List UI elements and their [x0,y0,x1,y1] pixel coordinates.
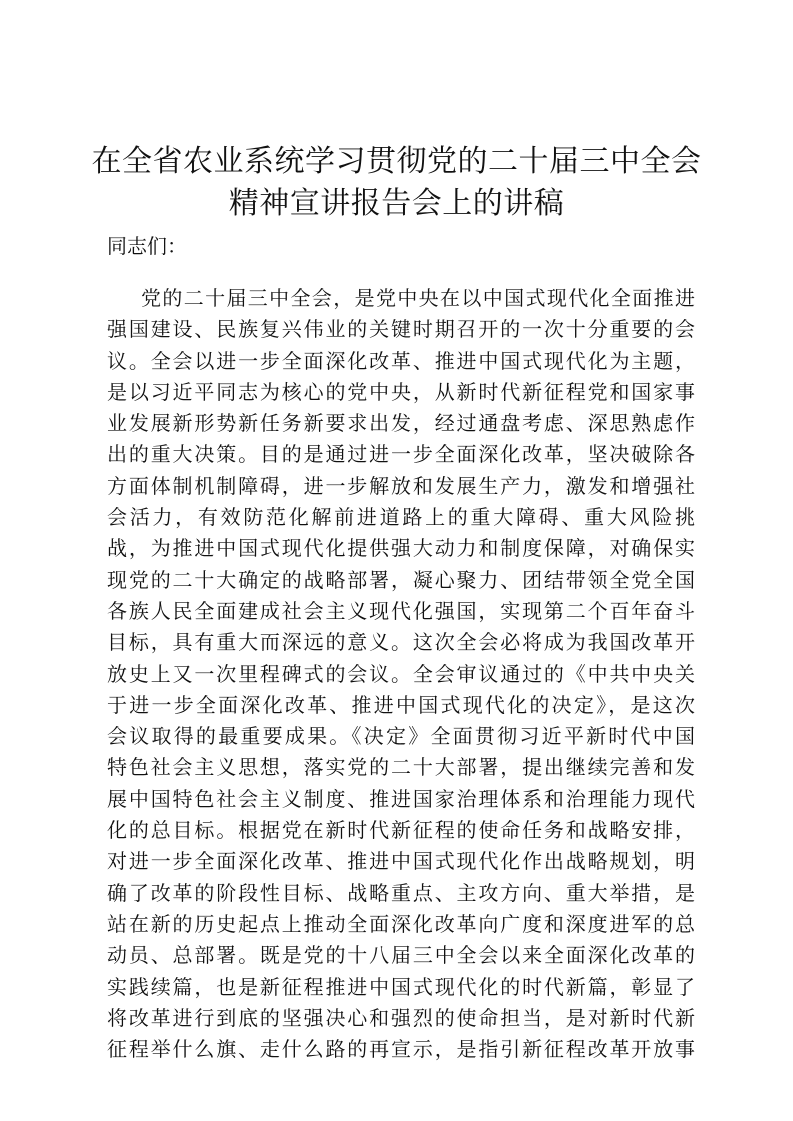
body-paragraph [107,283,695,1065]
paragraph-line: 业发展新形势新任务新要求出发，经过通盘考虑、深思熟虑作 [107,411,695,436]
paragraph-line: 会议取得的最重要成果。《决定》全面贯彻习近平新时代中国 [107,724,695,749]
paragraph-line: 实践续篇，也是新征程推进中国式现代化的时代新篇，彰显了 [107,974,695,999]
paragraph-line: 议。全会以进一步全面深化改革、推进中国式现代化为主题， [107,348,695,373]
paragraph-line: 放史上又一次里程碑式的会议。全会审议通过的《中共中央关 [107,661,695,686]
paragraph-line: 动员、总部署。既是党的十八届三中全会以来全面深化改革的 [107,943,695,968]
paragraph-line: 于进一步全面深化改革、推进中国式现代化的决定》，是这次 [107,692,695,717]
paragraph-line: 目标，具有重大而深远的意义。这次全会必将成为我国改革开 [107,630,695,655]
paragraph-line: 是以习近平同志为核心的党中央，从新时代新征程党和国家事 [107,379,695,404]
paragraph-line: 党的二十届三中全会，是党中央在以中国式现代化全面推进 [141,286,695,310]
paragraph-line: 征程举什么旗、走什么路的再宣示，是指引新征程改革开放事 [107,1037,695,1062]
paragraph-line: 方面体制机制障碍，进一步解放和发展生产力，激发和增强社 [107,473,695,498]
paragraph-line: 站在新的历史起点上推动全面深化改革向广度和深度进军的总 [107,911,695,936]
paragraph-line: 特色社会主义思想，落实党的二十大部署，提出继续完善和发 [107,755,695,780]
paragraph-line: 将改革进行到底的坚强决心和强烈的使命担当，是对新时代新 [107,1005,695,1030]
paragraph-line: 确了改革的阶段性目标、战略重点、主攻方向、重大举措，是 [107,880,695,905]
document-title-line-2: 精神宣讲报告会上的讲稿 [228,186,565,221]
paragraph-line: 各族人民全面建成社会主义现代化强国，实现第二个百年奋斗 [107,598,695,623]
salutation: 同志们： [107,234,187,258]
paragraph-line: 会活力，有效防范化解前进道路上的重大障碍、重大风险挑 [107,505,695,530]
paragraph-line: 战，为推进中国式现代化提供强大动力和制度保障，对确保实 [107,536,695,561]
paragraph-line: 展中国特色社会主义制度、推进国家治理体系和治理能力现代 [107,786,695,811]
paragraph-line: 出的重大决策。目的是通过进一步全面深化改革，坚决破除各 [107,442,695,467]
paragraph-line: 化的总目标。根据党在新时代新征程的使命任务和战略安排， [107,818,695,843]
paragraph-line: 对进一步全面深化改革、推进中国式现代化作出战略规划，明 [107,849,695,874]
paragraph-line: 现党的二十大确定的战略部署，凝心聚力、团结带领全党全国 [107,567,695,592]
paragraph-line: 强国建设、民族复兴伟业的关键时期召开的一次十分重要的会 [107,317,695,342]
document-title-line-1: 在全省农业系统学习贯彻党的二十届三中全会 [91,144,702,179]
